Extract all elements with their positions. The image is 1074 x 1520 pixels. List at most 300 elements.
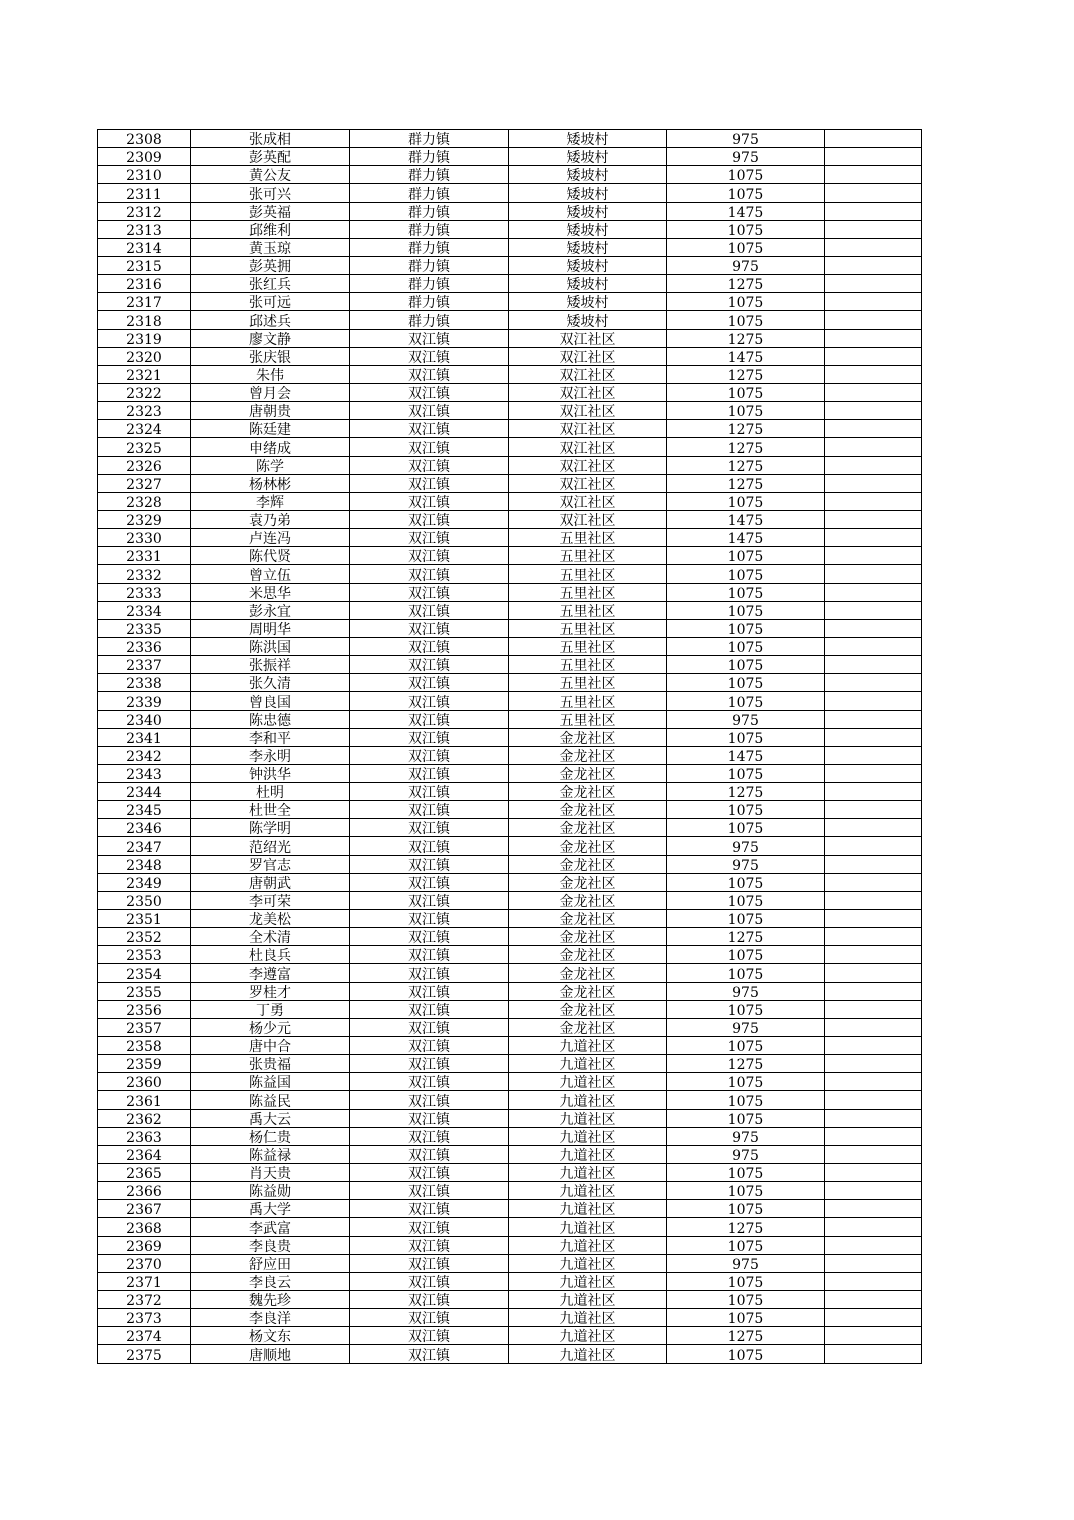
row-number-cell: 2326 (98, 456, 191, 474)
amount-cell: 975 (667, 256, 825, 274)
town-cell: 双江镇 (350, 1164, 509, 1182)
town-cell: 群力镇 (350, 275, 509, 293)
amount-cell: 1275 (667, 1327, 825, 1345)
row-number-cell: 2323 (98, 402, 191, 420)
row-number-cell: 2339 (98, 692, 191, 710)
table-row (98, 1236, 922, 1254)
name-cell: 米思华 (191, 583, 350, 601)
remark-cell (825, 1236, 922, 1254)
row-number-cell: 2360 (98, 1073, 191, 1091)
table-row (98, 1164, 922, 1182)
row-number-cell: 2358 (98, 1037, 191, 1055)
village-cell: 金龙社区 (509, 946, 667, 964)
village-cell: 九道社区 (509, 1182, 667, 1200)
name-cell: 杜明 (191, 783, 350, 801)
amount-cell: 975 (667, 1018, 825, 1036)
row-number-cell: 2319 (98, 329, 191, 347)
name-cell: 舒应田 (191, 1254, 350, 1272)
name-cell: 彭英拥 (191, 256, 350, 274)
remark-cell (825, 1127, 922, 1145)
name-cell: 廖文静 (191, 329, 350, 347)
name-cell: 杨文东 (191, 1327, 350, 1345)
row-number-cell: 2320 (98, 347, 191, 365)
table-row (98, 910, 922, 928)
amount-cell: 1075 (667, 1091, 825, 1109)
name-cell: 张可兴 (191, 184, 350, 202)
town-cell: 双江镇 (350, 1254, 509, 1272)
row-number-cell: 2313 (98, 220, 191, 238)
town-cell: 双江镇 (350, 1236, 509, 1254)
town-cell: 群力镇 (350, 293, 509, 311)
village-cell: 金龙社区 (509, 982, 667, 1000)
village-cell: 五里社区 (509, 601, 667, 619)
row-number-cell: 2344 (98, 783, 191, 801)
table-row (98, 1182, 922, 1200)
town-cell: 双江镇 (350, 910, 509, 928)
row-number-cell: 2348 (98, 855, 191, 873)
row-number-cell: 2308 (98, 130, 191, 148)
village-cell: 金龙社区 (509, 855, 667, 873)
name-cell: 杨仁贵 (191, 1127, 350, 1145)
town-cell: 双江镇 (350, 492, 509, 510)
table-row (98, 329, 922, 347)
name-cell: 禹大云 (191, 1109, 350, 1127)
row-number-cell: 2353 (98, 946, 191, 964)
table-row (98, 402, 922, 420)
town-cell: 双江镇 (350, 946, 509, 964)
amount-cell: 1075 (667, 946, 825, 964)
remark-cell (825, 783, 922, 801)
village-cell: 金龙社区 (509, 783, 667, 801)
name-cell: 李可荣 (191, 891, 350, 909)
town-cell: 群力镇 (350, 220, 509, 238)
remark-cell (825, 492, 922, 510)
village-cell: 矮坡村 (509, 220, 667, 238)
table-row (98, 547, 922, 565)
amount-cell: 1075 (667, 601, 825, 619)
village-cell: 五里社区 (509, 529, 667, 547)
town-cell: 双江镇 (350, 1345, 509, 1363)
table-row (98, 982, 922, 1000)
remark-cell (825, 619, 922, 637)
name-cell: 曾良国 (191, 692, 350, 710)
town-cell: 双江镇 (350, 601, 509, 619)
amount-cell: 1075 (667, 220, 825, 238)
table-row (98, 474, 922, 492)
town-cell: 双江镇 (350, 383, 509, 401)
town-cell: 双江镇 (350, 474, 509, 492)
table-row (98, 529, 922, 547)
row-number-cell: 2367 (98, 1200, 191, 1218)
name-cell: 钟洪华 (191, 764, 350, 782)
table-row (98, 220, 922, 238)
village-cell: 五里社区 (509, 674, 667, 692)
row-number-cell: 2328 (98, 492, 191, 510)
remark-cell (825, 819, 922, 837)
table-row (98, 293, 922, 311)
remark-cell (825, 982, 922, 1000)
table-row (98, 275, 922, 293)
row-number-cell: 2347 (98, 837, 191, 855)
row-number-cell: 2370 (98, 1254, 191, 1272)
table-row (98, 656, 922, 674)
village-cell: 双江社区 (509, 492, 667, 510)
name-cell: 陈学明 (191, 819, 350, 837)
remark-cell (825, 1145, 922, 1163)
table-row (98, 1109, 922, 1127)
town-cell: 双江镇 (350, 365, 509, 383)
name-cell: 唐朝武 (191, 873, 350, 891)
name-cell: 张成相 (191, 130, 350, 148)
remark-cell (825, 1327, 922, 1345)
remark-cell (825, 456, 922, 474)
village-cell: 金龙社区 (509, 873, 667, 891)
amount-cell: 1075 (667, 873, 825, 891)
row-number-cell: 2343 (98, 764, 191, 782)
name-cell: 黄玉琼 (191, 238, 350, 256)
amount-cell: 1075 (667, 1291, 825, 1309)
name-cell: 申绪成 (191, 438, 350, 456)
town-cell: 双江镇 (350, 619, 509, 637)
village-cell: 矮坡村 (509, 184, 667, 202)
name-cell: 肖天贵 (191, 1164, 350, 1182)
amount-cell: 1075 (667, 1182, 825, 1200)
row-number-cell: 2318 (98, 311, 191, 329)
town-cell: 双江镇 (350, 1037, 509, 1055)
amount-cell: 1075 (667, 1272, 825, 1290)
town-cell: 双江镇 (350, 1018, 509, 1036)
remark-cell (825, 220, 922, 238)
table-row (98, 1037, 922, 1055)
name-cell: 曾立伍 (191, 565, 350, 583)
table-row (98, 928, 922, 946)
village-cell: 矮坡村 (509, 130, 667, 148)
amount-cell: 1275 (667, 928, 825, 946)
row-number-cell: 2324 (98, 420, 191, 438)
town-cell: 双江镇 (350, 891, 509, 909)
row-number-cell: 2340 (98, 710, 191, 728)
name-cell: 范绍光 (191, 837, 350, 855)
amount-cell: 1275 (667, 365, 825, 383)
name-cell: 张振祥 (191, 656, 350, 674)
remark-cell (825, 1200, 922, 1218)
town-cell: 双江镇 (350, 783, 509, 801)
amount-cell: 1075 (667, 238, 825, 256)
remark-cell (825, 238, 922, 256)
row-number-cell: 2341 (98, 728, 191, 746)
village-cell: 五里社区 (509, 619, 667, 637)
village-cell: 双江社区 (509, 420, 667, 438)
name-cell: 邱维利 (191, 220, 350, 238)
town-cell: 双江镇 (350, 746, 509, 764)
table-row (98, 637, 922, 655)
amount-cell: 975 (667, 837, 825, 855)
amount-cell: 1275 (667, 329, 825, 347)
table-row (98, 1291, 922, 1309)
table-row (98, 1309, 922, 1327)
table-row (98, 819, 922, 837)
amount-cell: 1475 (667, 347, 825, 365)
remark-cell (825, 256, 922, 274)
town-cell: 双江镇 (350, 1291, 509, 1309)
table-row (98, 601, 922, 619)
table-row (98, 565, 922, 583)
remark-cell (825, 311, 922, 329)
town-cell: 双江镇 (350, 764, 509, 782)
amount-cell: 1275 (667, 275, 825, 293)
village-cell: 金龙社区 (509, 837, 667, 855)
name-cell: 魏先珍 (191, 1291, 350, 1309)
village-cell: 矮坡村 (509, 311, 667, 329)
town-cell: 群力镇 (350, 130, 509, 148)
village-cell: 九道社区 (509, 1200, 667, 1218)
remark-cell (825, 130, 922, 148)
amount-cell: 1075 (667, 583, 825, 601)
town-cell: 双江镇 (350, 347, 509, 365)
amount-cell: 1075 (667, 492, 825, 510)
village-cell: 五里社区 (509, 710, 667, 728)
village-cell: 金龙社区 (509, 891, 667, 909)
town-cell: 双江镇 (350, 1218, 509, 1236)
amount-cell: 1075 (667, 764, 825, 782)
village-cell: 双江社区 (509, 329, 667, 347)
village-cell: 九道社区 (509, 1037, 667, 1055)
row-number-cell: 2342 (98, 746, 191, 764)
remark-cell (825, 1000, 922, 1018)
table-row (98, 801, 922, 819)
row-number-cell: 2338 (98, 674, 191, 692)
name-cell: 李辉 (191, 492, 350, 510)
name-cell: 张庆银 (191, 347, 350, 365)
town-cell: 双江镇 (350, 402, 509, 420)
remark-cell (825, 510, 922, 528)
table-row (98, 873, 922, 891)
town-cell: 双江镇 (350, 510, 509, 528)
amount-cell: 975 (667, 1127, 825, 1145)
remark-cell (825, 420, 922, 438)
town-cell: 双江镇 (350, 438, 509, 456)
town-cell: 双江镇 (350, 982, 509, 1000)
name-cell: 杜世全 (191, 801, 350, 819)
remark-cell (825, 347, 922, 365)
remark-cell (825, 365, 922, 383)
table-row (98, 1218, 922, 1236)
row-number-cell: 2354 (98, 964, 191, 982)
row-number-cell: 2333 (98, 583, 191, 601)
table-row (98, 674, 922, 692)
town-cell: 群力镇 (350, 202, 509, 220)
town-cell: 双江镇 (350, 529, 509, 547)
town-cell: 双江镇 (350, 1200, 509, 1218)
remark-cell (825, 1073, 922, 1091)
name-cell: 李永明 (191, 746, 350, 764)
amount-cell: 975 (667, 855, 825, 873)
name-cell: 张可远 (191, 293, 350, 311)
table-row (98, 1254, 922, 1272)
remark-cell (825, 910, 922, 928)
town-cell: 双江镇 (350, 1073, 509, 1091)
town-cell: 双江镇 (350, 692, 509, 710)
row-number-cell: 2355 (98, 982, 191, 1000)
row-number-cell: 2325 (98, 438, 191, 456)
town-cell: 双江镇 (350, 873, 509, 891)
amount-cell: 1075 (667, 1073, 825, 1091)
name-cell: 陈益民 (191, 1091, 350, 1109)
name-cell: 陈益国 (191, 1073, 350, 1091)
remark-cell (825, 1218, 922, 1236)
town-cell: 群力镇 (350, 238, 509, 256)
amount-cell: 1075 (667, 402, 825, 420)
remark-cell (825, 565, 922, 583)
name-cell: 彭英配 (191, 148, 350, 166)
village-cell: 九道社区 (509, 1073, 667, 1091)
name-cell: 曾月会 (191, 383, 350, 401)
remark-cell (825, 293, 922, 311)
town-cell: 双江镇 (350, 855, 509, 873)
row-number-cell: 2330 (98, 529, 191, 547)
amount-cell: 1075 (667, 674, 825, 692)
amount-cell: 1075 (667, 801, 825, 819)
amount-cell: 1275 (667, 438, 825, 456)
town-cell: 双江镇 (350, 329, 509, 347)
name-cell: 丁勇 (191, 1000, 350, 1018)
amount-cell: 1075 (667, 656, 825, 674)
remark-cell (825, 529, 922, 547)
remark-cell (825, 184, 922, 202)
name-cell: 李良洋 (191, 1309, 350, 1327)
amount-cell: 1075 (667, 619, 825, 637)
town-cell: 双江镇 (350, 1272, 509, 1290)
table-row (98, 148, 922, 166)
remark-cell (825, 148, 922, 166)
town-cell: 双江镇 (350, 1127, 509, 1145)
row-number-cell: 2350 (98, 891, 191, 909)
row-number-cell: 2365 (98, 1164, 191, 1182)
name-cell: 彭英福 (191, 202, 350, 220)
table-row (98, 1073, 922, 1091)
village-cell: 金龙社区 (509, 819, 667, 837)
village-cell: 双江社区 (509, 474, 667, 492)
village-cell: 双江社区 (509, 365, 667, 383)
village-cell: 九道社区 (509, 1145, 667, 1163)
row-number-cell: 2363 (98, 1127, 191, 1145)
village-cell: 五里社区 (509, 583, 667, 601)
remark-cell (825, 764, 922, 782)
amount-cell: 1075 (667, 1164, 825, 1182)
row-number-cell: 2374 (98, 1327, 191, 1345)
name-cell: 罗桂才 (191, 982, 350, 1000)
village-cell: 矮坡村 (509, 238, 667, 256)
row-number-cell: 2322 (98, 383, 191, 401)
village-cell: 金龙社区 (509, 728, 667, 746)
row-number-cell: 2311 (98, 184, 191, 202)
amount-cell: 1475 (667, 510, 825, 528)
name-cell: 陈廷建 (191, 420, 350, 438)
amount-cell: 1075 (667, 1345, 825, 1363)
table-body (98, 130, 922, 1364)
row-number-cell: 2369 (98, 1236, 191, 1254)
table-row (98, 347, 922, 365)
village-cell: 五里社区 (509, 565, 667, 583)
row-number-cell: 2351 (98, 910, 191, 928)
row-number-cell: 2356 (98, 1000, 191, 1018)
amount-cell: 975 (667, 1254, 825, 1272)
name-cell: 张久清 (191, 674, 350, 692)
village-cell: 金龙社区 (509, 910, 667, 928)
amount-cell: 1075 (667, 964, 825, 982)
amount-cell: 1075 (667, 1109, 825, 1127)
town-cell: 双江镇 (350, 1327, 509, 1345)
remark-cell (825, 946, 922, 964)
village-cell: 双江社区 (509, 402, 667, 420)
table-row (98, 256, 922, 274)
table-row (98, 946, 922, 964)
village-cell: 九道社区 (509, 1055, 667, 1073)
table-row (98, 964, 922, 982)
village-cell: 九道社区 (509, 1236, 667, 1254)
village-cell: 九道社区 (509, 1127, 667, 1145)
row-number-cell: 2315 (98, 256, 191, 274)
amount-cell: 1275 (667, 456, 825, 474)
name-cell: 龙美松 (191, 910, 350, 928)
town-cell: 群力镇 (350, 148, 509, 166)
remark-cell (825, 1091, 922, 1109)
village-cell: 九道社区 (509, 1309, 667, 1327)
row-number-cell: 2336 (98, 637, 191, 655)
remark-cell (825, 438, 922, 456)
row-number-cell: 2327 (98, 474, 191, 492)
town-cell: 双江镇 (350, 1182, 509, 1200)
name-cell: 李良贵 (191, 1236, 350, 1254)
row-number-cell: 2329 (98, 510, 191, 528)
remark-cell (825, 855, 922, 873)
table-row (98, 184, 922, 202)
row-number-cell: 2314 (98, 238, 191, 256)
row-number-cell: 2316 (98, 275, 191, 293)
remark-cell (825, 583, 922, 601)
village-cell: 五里社区 (509, 637, 667, 655)
amount-cell: 1275 (667, 420, 825, 438)
remark-cell (825, 474, 922, 492)
village-cell: 双江社区 (509, 383, 667, 401)
row-number-cell: 2321 (98, 365, 191, 383)
name-cell: 周明华 (191, 619, 350, 637)
name-cell: 陈学 (191, 456, 350, 474)
row-number-cell: 2309 (98, 148, 191, 166)
name-cell: 邱述兵 (191, 311, 350, 329)
name-cell: 杨少元 (191, 1018, 350, 1036)
table-row (98, 1018, 922, 1036)
name-cell: 全术清 (191, 928, 350, 946)
amount-cell: 1075 (667, 910, 825, 928)
name-cell: 朱伟 (191, 365, 350, 383)
village-cell: 九道社区 (509, 1272, 667, 1290)
remark-cell (825, 1254, 922, 1272)
town-cell: 双江镇 (350, 456, 509, 474)
amount-cell: 975 (667, 1145, 825, 1163)
village-cell: 九道社区 (509, 1164, 667, 1182)
table-row (98, 1145, 922, 1163)
town-cell: 双江镇 (350, 801, 509, 819)
town-cell: 双江镇 (350, 819, 509, 837)
row-number-cell: 2312 (98, 202, 191, 220)
name-cell: 杨林彬 (191, 474, 350, 492)
table-row (98, 383, 922, 401)
village-cell: 金龙社区 (509, 801, 667, 819)
village-cell: 双江社区 (509, 456, 667, 474)
name-cell: 陈益禄 (191, 1145, 350, 1163)
row-number-cell: 2346 (98, 819, 191, 837)
